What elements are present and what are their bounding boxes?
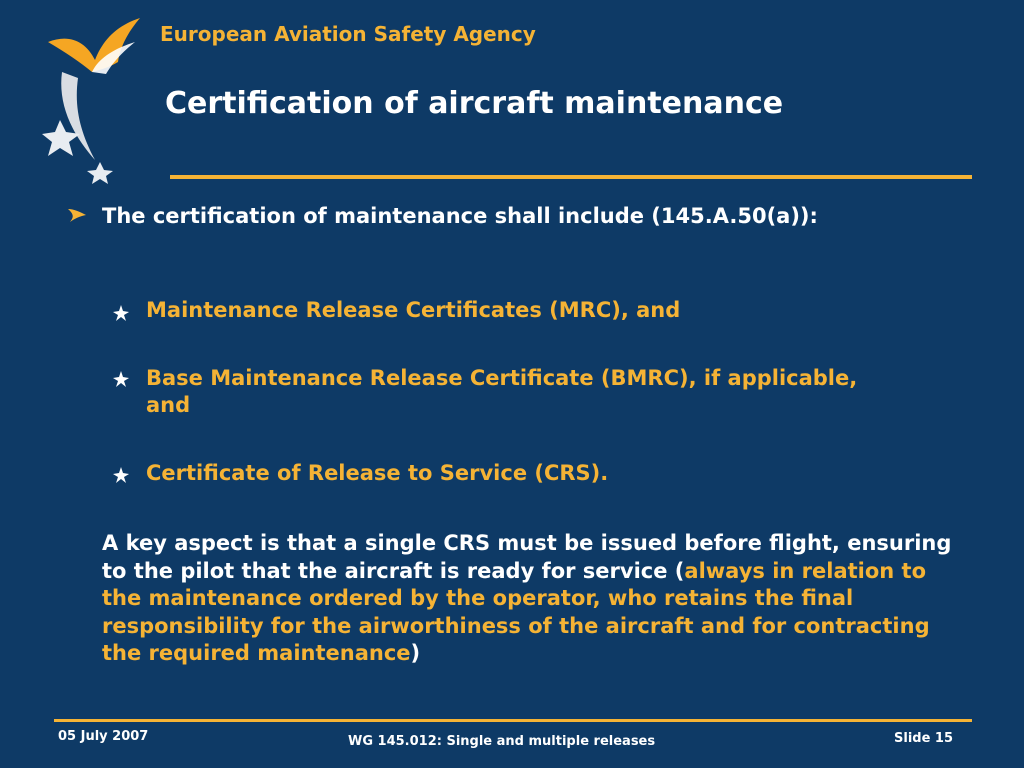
star-bullet-icon	[112, 370, 130, 388]
slide-number: Slide 15	[894, 731, 954, 746]
footer-divider	[54, 719, 972, 722]
paragraph-text-end: )	[410, 641, 421, 665]
paragraph-text-start: A key aspect is that a single CRS must be issued before flight, ensuring to the pilot that the aircraft is ready for service (	[102, 531, 952, 583]
sub-item-mrc: Maintenance Release Certificates (MRC), and	[146, 298, 681, 322]
arrow-bullet-icon	[66, 207, 88, 223]
title-divider	[170, 175, 972, 179]
slide-title: Certification of aircraft maintenance	[165, 86, 784, 121]
agency-name: European Aviation Safety Agency	[160, 22, 536, 46]
star-bullet-icon	[112, 304, 130, 322]
sub-item-crs: Certificate of Release to Service (CRS).	[146, 461, 609, 485]
sub-item-bmrc: Base Maintenance Release Certificate (BMRC), if applicable, and	[146, 366, 858, 417]
main-bullet-text: The certification of maintenance shall include (145.A.50(a)):	[102, 204, 818, 228]
star-bullet-icon	[112, 466, 130, 484]
footer-date: 05 July 2007	[58, 729, 149, 744]
key-aspect-paragraph	[102, 530, 952, 668]
paragraph-highlight: always in relation to the maintenance ordered by the operator, who retains the final responsibility for the airworthiness of the aircraft and for contracting the required maintenance	[102, 558, 930, 665]
easa-logo	[40, 12, 150, 187]
footer-title: WG 145.012: Single and multiple releases	[348, 734, 656, 749]
